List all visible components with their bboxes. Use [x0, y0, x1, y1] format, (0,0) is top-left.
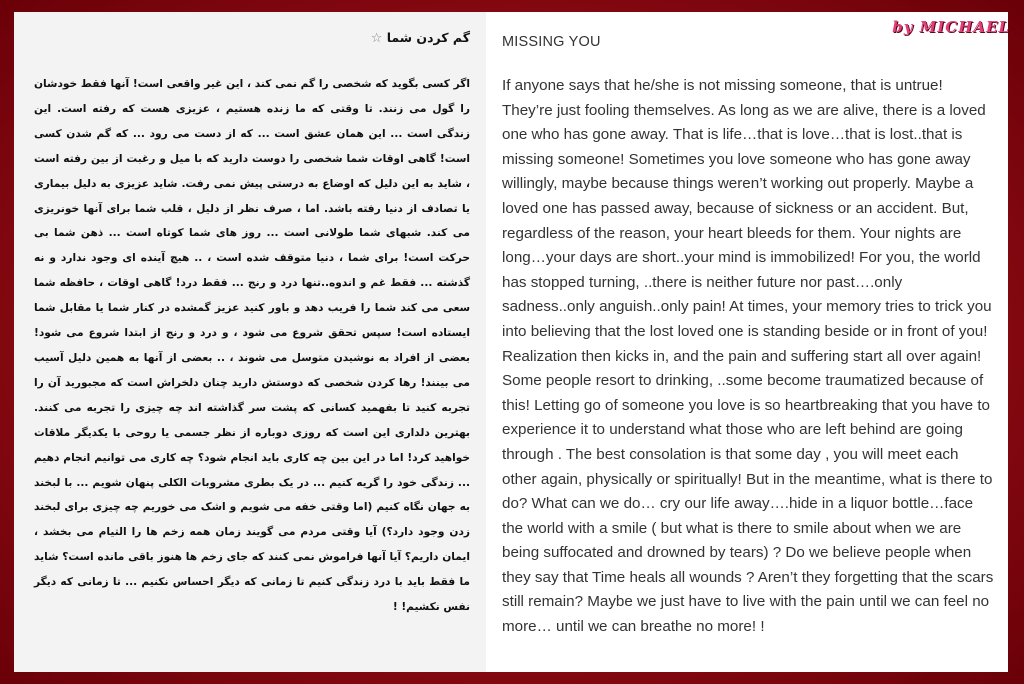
english-text-panel: [486, 12, 1008, 672]
persian-text-panel: [14, 12, 486, 672]
english-title: MISSING YOU: [502, 34, 601, 50]
star-outline-icon: ☆: [370, 31, 383, 46]
persian-body-text: اگر کسی بگوید که شخصی را گم نمی کند ، این غیر واقعی است! آنها فقط خودشان را گول می زنند. تا وقتی که ما زنده هستیم ، عزیزی هست که رفته است. این زندگی است ... این همان عشق است ... که از دست می رود ... که گم شدن کسی است! گاهی اوقات شما شخصی را دوست دارید که با میل و رغبت از بین رفته است ، شاید به این دلیل که اوضاع به درستی پیش نمی رفت. شاید عزیزی به دلیل بیماری یا تصادف از دنیا رفته باشد. اما ، صرف نظر از دلیل ، قلب شما برای آنها خونریزی می کند. شبهای شما طولانی است ... روز های شما کوتاه است ... ذهن شما بی حرکت است! برای شما ، دنیا متوقف شده است ، .. هیچ آینده ای وجود ندارد و نه گذشته ... فقط غم و اندوه..تنها درد و رنج ... فقط درد! گاهی اوقات ، حافظه شما سعی می کند شما را فریب دهد و باور کنید عزیز گمشده در کنار شما یا مقابل شما ایستاده است! سپس تحقق شروع می شود ، و درد و رنج از ابتدا شروع می شود! بعضی از افراد به نوشیدن متوسل می شوند ، .. بعضی از آنها به همین دلیل آسیب می بینند! رها کردن شخصی که دوستش دارید چنان دلخراش است که مجبورید آن را تجربه کنید تا بفهمید کسانی که پشت سر گذاشته اند چه چیزی را تجربه می کنند. بهترین دلداری این است که روزی دوباره از نظر جسمی یا روحی با یکدیگر ملاقات خواهید کرد! اما در این بین چه کاری باید انجام شود؟ چه کاری می توانیم انجام دهیم ... زندگی خود را گریه کنیم ... در یک بطری مشروبات الکلی پنهان شویم ... با لبخند به جهان نگاه کنیم (اما وقتی خفه می شویم و اشک می خوریم چه چیزی برای لبخند زدن وجود دارد؟) آیا وقتی مردم می گویند زمان همه زخم ها را التیام می بخشد ، ایمان داریم؟ آیا آنها فراموش نمی کنند که جای زخم ها هنوز باقی مانده است؟ شاید ما فقط باید با درد زندگی کنیم تا زمانی که دیگر احساس نکنیم ... تا زمانی که دیگر نفس نکشیم! !: [34, 78, 470, 614]
persian-title-row: [34, 30, 470, 46]
persian-title: گم کردن شما: [386, 30, 470, 45]
author-signature: by MICHAEL: [892, 18, 1010, 36]
english-body-text: If anyone says that he/she is not missing someone, that is untrue! They’re just fooling themselves. As long as we are alive, there is a loved one who has gone away. That is life…that is love…that is lost..that is missing someone! Sometimes you love someone who has gone away willingly, maybe because things weren’t working out properly. Maybe a loved one has passed away, because of sickness or an accident. But, regardless of the reason, your heart bleeds for them. Your nights are long…your days are short..your mind is immobilized! For you, the world has stopped turning, ..there is neither future nor past….only sadness..only anguish..only pain! At times, your memory tries to trick you into believing that the lost loved one is standing beside or in front of you! Realization then kicks in, and the pain and suffering start all over again! Some people resort to drinking, ..some become traumatized because of this! Letting go of someone you love is so heartbreaking that you have to experience it to understand what those who are left behind are going through . The best consolation is that some day , you will meet each other again, physically or spiritually! But in the meantime, what is there to do? What can we do… cry our life away….hide in a liquor bottle…face the world with a smile ( but what is there to smile about when we are being suffocated and drowned by tears) ? Do we believe people when they say that Time heals all wounds ? Aren’t they forgetting that the scars still remain? Maybe we just have to live with the pain until we can feel no more… until we can breathe no more! !: [502, 77, 994, 636]
